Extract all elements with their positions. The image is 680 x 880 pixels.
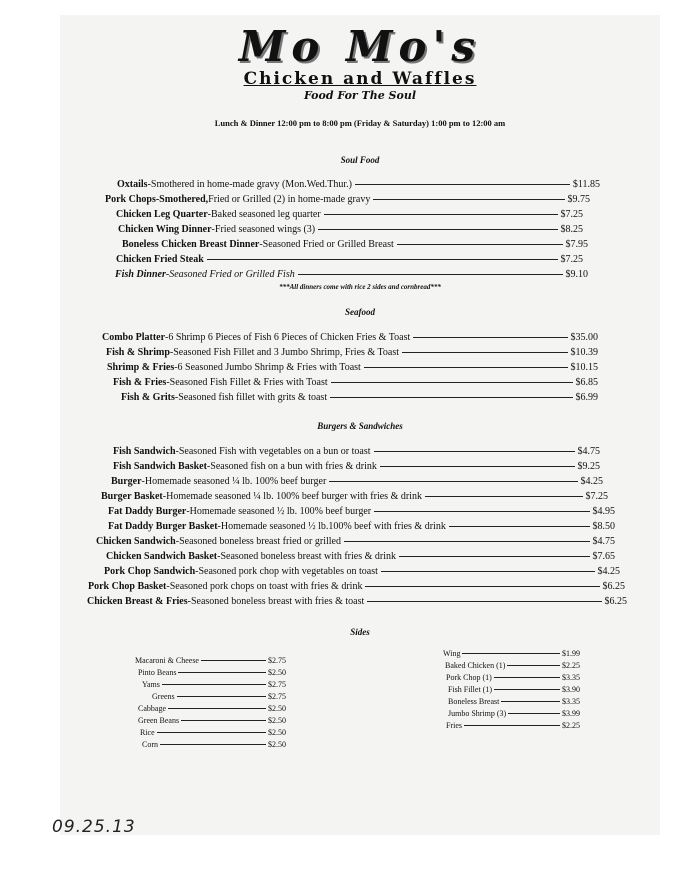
side-name: Fries [446,721,462,730]
item-price: $9.10 [565,269,588,280]
item-description: -Seasoned Fish Fillet and 3 Jumbo Shrimp, Fries & Toast [169,347,400,358]
item-name: Chicken Leg Quarter [116,209,208,220]
leader-line [494,677,560,678]
item-price: $7.95 [565,239,588,250]
item-description: -Seasoned pork chops on toast with fries & drink [166,581,363,592]
side-item [446,720,580,731]
item-name: Fish & Grits [121,392,175,403]
item-description: -Baked seasoned leg quarter [207,209,321,220]
side-name: Wing [443,649,461,658]
menu-item [113,445,600,458]
side-item [140,727,286,738]
item-name: Combo Platter [102,332,166,343]
item-name: Oxtails [117,179,148,190]
leader-line [425,496,583,497]
item-price: $7.25 [585,491,608,502]
item-name: Burger Basket [101,491,163,502]
handwritten-date: 09.25.13 [52,817,136,837]
side-item [445,660,580,671]
menu-item [87,595,627,608]
side-item [443,648,580,659]
item-name: Chicken Breast & Fries [87,596,188,607]
item-price: $7.65 [592,551,615,562]
side-price: $3.35 [562,673,580,682]
leader-line [329,481,577,482]
leader-line [507,665,560,666]
leader-line [207,259,558,260]
side-price: $2.75 [268,656,286,665]
section-note: ***All dinners come with rice 2 sides and cornbread*** [279,283,441,291]
side-price: $3.99 [562,709,580,718]
item-description: -Seasoned boneless breast fried or grilled [175,536,341,547]
item-price: $4.25 [597,566,620,577]
menu-item [106,346,598,359]
item-price: $4.25 [580,476,603,487]
restaurant-logo [60,22,660,103]
item-price: $9.25 [577,461,600,472]
side-price: $3.90 [562,685,580,694]
leader-line [298,274,563,275]
item-name: Fish Dinner [115,269,166,280]
section-title: Seafood [345,307,375,317]
item-price: $7.25 [560,254,583,265]
item-description: Fried or Grilled (2) in home-made gravy [208,194,371,205]
side-item [142,739,286,750]
menu-item [108,505,615,518]
side-item [135,655,286,666]
leader-line [374,451,575,452]
item-name: Fat Daddy Burger Basket [108,521,218,532]
side-price: $3.35 [562,697,580,706]
item-name: Chicken Wing Dinner [118,224,212,235]
item-price: $35.00 [570,332,598,343]
leader-line [355,184,570,185]
side-name: Macaroni & Cheese [135,656,199,665]
item-name: Boneless Chicken Breast Dinner [122,239,260,250]
item-price: $11.85 [572,179,600,190]
leader-line [330,397,572,398]
item-price: $6.99 [575,392,598,403]
side-price: $2.50 [268,716,286,725]
item-description: -Homemade seasoned ½ lb.100% beef with fries & drink [217,521,446,532]
item-name: Chicken Sandwich [96,536,176,547]
item-description: -Homemade seasoned ¼ lb. 100% beef burger with fries & drink [162,491,422,502]
item-name: Fish Sandwich [113,446,176,457]
item-name: Fish & Shrimp [106,347,170,358]
leader-line [344,541,590,542]
item-description: -Seasoned fish fillet with grits & toast [174,392,328,403]
menu-item [113,376,598,389]
item-description: -Seasoned Fried or Grilled Breast [259,239,394,250]
leader-line [380,466,575,467]
leader-line [365,586,599,587]
menu-item [118,223,583,236]
item-price: $6.85 [575,377,598,388]
item-name: Chicken Fried Steak [116,254,204,265]
side-name: Boneless Breast [448,697,500,706]
side-name: Pinto Beans [138,668,177,677]
leader-line [168,708,266,709]
leader-line [381,571,595,572]
menu-item [117,178,600,191]
side-name: Greens [152,692,175,701]
item-price: $6.25 [602,581,625,592]
side-price: $2.75 [268,680,286,689]
leader-line [399,556,590,557]
leader-line [462,653,560,654]
menu-item [88,580,625,593]
leader-line [501,701,560,702]
leader-line [373,199,564,200]
menu-item [107,361,598,374]
side-price: $1.99 [562,649,580,658]
side-name: Cabbage [138,704,166,713]
item-price: $6.25 [604,596,627,607]
menu-item [96,535,615,548]
leader-line [464,725,560,726]
leader-line [402,352,567,353]
item-price: $7.25 [560,209,583,220]
side-item [138,667,286,678]
item-description: -Seasoned pork chop with vegetables on toast [195,566,378,577]
leader-line [160,744,266,745]
menu-item [121,391,598,404]
item-description: -6 Shrimp 6 Pieces of Fish 6 Pieces of Chicken Fries & Toast [165,332,411,343]
sides-title: Sides [350,627,370,637]
side-item [142,679,286,690]
item-name: Fish Sandwich Basket [113,461,207,472]
menu-item [102,331,598,344]
item-price: $10.39 [570,347,598,358]
side-name: Fish Fillet (1) [448,685,493,694]
item-price: $10.15 [570,362,598,373]
hours-line: Lunch & Dinner 12:00 pm to 8:00 pm (Friday & Saturday) 1:00 pm to 12:00 am [214,118,506,128]
logo-tagline: Food For The Soul [303,89,417,102]
leader-line [494,689,560,690]
item-description: -Seasoned Fried or Grilled Fish [165,269,295,280]
leader-line [413,337,567,338]
item-name: Chicken Sandwich Basket [106,551,218,562]
menu-item [116,253,583,266]
side-item [448,708,580,719]
side-item [448,684,580,695]
item-description: -Homemade seasoned ¼ lb. 100% beef burger [141,476,327,487]
leader-line [367,601,601,602]
menu-item [111,475,603,488]
leader-line [324,214,558,215]
item-name: Fat Daddy Burger [108,506,187,517]
item-price: $4.75 [592,536,615,547]
menu-item [115,268,588,281]
logo-subtitle: Chicken and Waffles [243,69,477,89]
side-price: $2.50 [268,704,286,713]
side-item [446,672,580,683]
item-description: -Seasoned boneless breast with fries & toast [187,596,365,607]
item-description: -Seasoned Fish with vegetables on a bun or toast [175,446,371,457]
side-price: $2.50 [268,668,286,677]
side-price: $2.25 [562,661,580,670]
side-price: $2.75 [268,692,286,701]
item-description: -6 Seasoned Jumbo Shrimp & Fries with Toast [174,362,361,373]
item-description: -Seasoned fish on a bun with fries & drink [206,461,377,472]
leader-line [508,713,560,714]
menu-item [116,208,583,221]
side-name: Baked Chicken (1) [445,661,506,670]
menu-item [113,460,600,473]
menu-item [122,238,588,251]
side-name: Jumbo Shrimp (3) [448,709,507,718]
leader-line [157,732,266,733]
leader-line [449,526,590,527]
side-item [152,691,286,702]
menu-item [104,565,620,578]
menu-page [60,15,660,835]
leader-line [201,660,266,661]
menu-item [101,490,608,503]
section-title: Burgers & Sandwiches [317,421,403,431]
item-name: Shrimp & Fries [107,362,175,373]
leader-line [331,382,573,383]
item-price: $4.95 [592,506,615,517]
item-name: Fish & Fries [113,377,167,388]
leader-line [374,511,589,512]
side-item [448,696,580,707]
side-name: Corn [142,740,158,749]
side-price: $2.50 [268,728,286,737]
item-name: Pork Chops-Smothered, [105,194,209,205]
item-price: $4.75 [577,446,600,457]
side-price: $2.25 [562,721,580,730]
side-name: Yams [142,680,160,689]
item-description: -Seasoned Fish Fillet & Fries with Toast [166,377,328,388]
leader-line [181,720,266,721]
item-name: Burger [111,476,142,487]
leader-line [178,672,266,673]
item-price: $8.50 [592,521,615,532]
menu-item [108,520,615,533]
side-item [138,715,286,726]
leader-line [162,684,266,685]
leader-line [364,367,568,368]
leader-line [318,229,557,230]
item-name: Pork Chop Basket [88,581,167,592]
item-price: $8.25 [560,224,583,235]
side-price: $2.50 [268,740,286,749]
section-title: Soul Food [340,155,380,165]
item-description: -Fried seasoned wings (3) [211,224,316,235]
item-price: $9.75 [567,194,590,205]
side-name: Green Beans [138,716,180,725]
side-item [138,703,286,714]
side-name: Pork Chop (1) [446,673,492,682]
leader-line [397,244,563,245]
item-description: -Seasoned boneless breast with fries & drink [217,551,396,562]
leader-line [177,696,266,697]
item-description: -Smothered in home-made gravy (Mon.Wed.Thur.) [147,179,352,190]
item-description: -Homemade seasoned ½ lb. 100% beef burger [186,506,372,517]
logo-title: Mo Mo's [238,22,482,71]
menu-item [105,193,590,206]
menu-item [106,550,615,563]
item-name: Pork Chop Sandwich [104,566,196,577]
side-name: Rice [140,728,155,737]
